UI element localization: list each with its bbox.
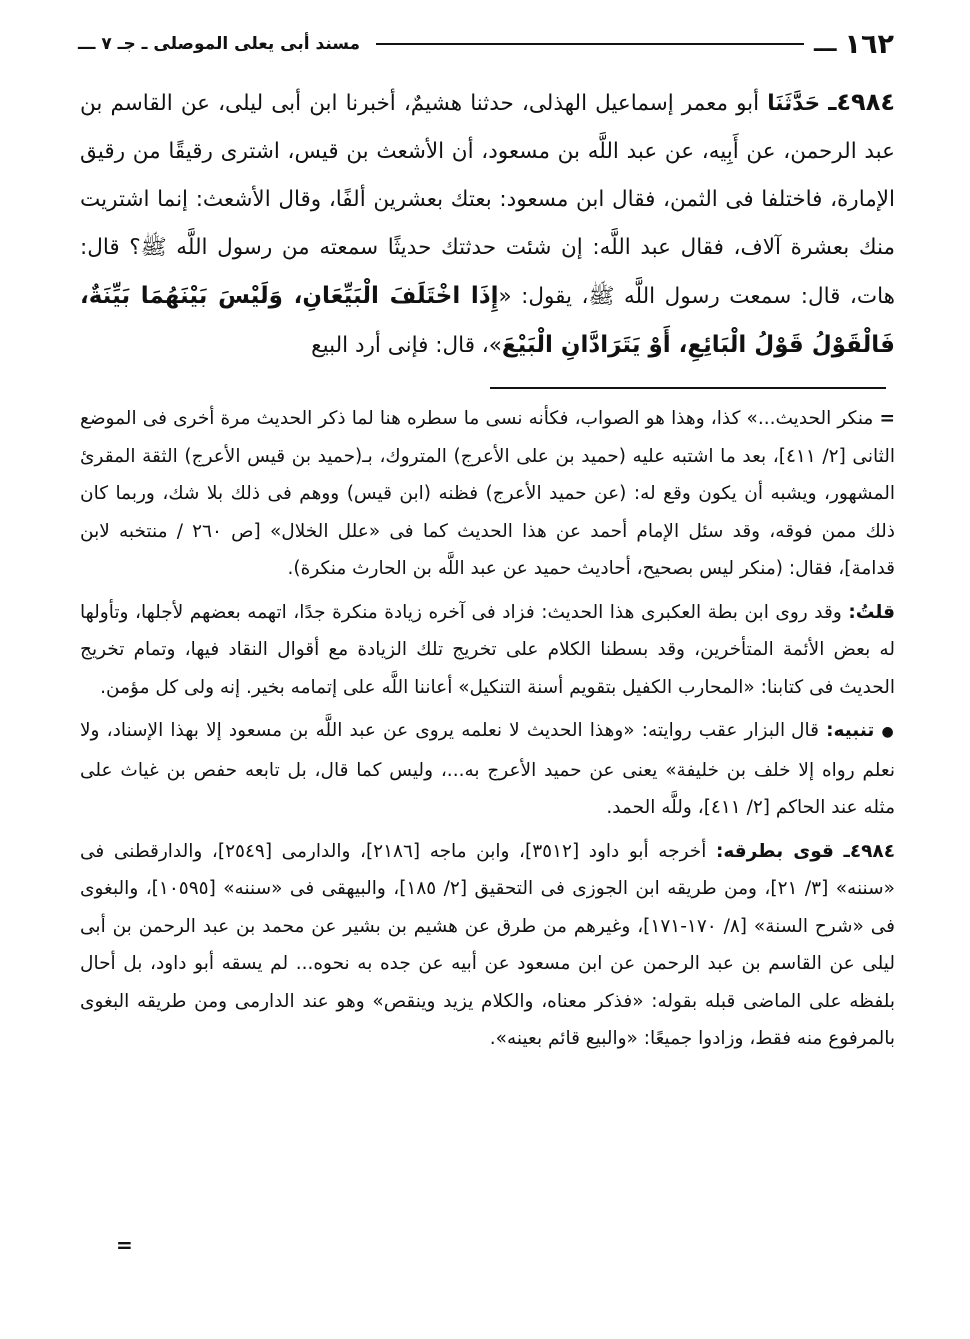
takhrij-number: ٤٩٨٤ـ xyxy=(843,840,895,862)
closing-text: »، قال: فإنى أرد البيع xyxy=(311,333,502,358)
footnote-2 xyxy=(80,594,895,707)
footnote-4-text: أخرجه أبو داود [٣٥١٢]، وابن ماجه [٢١٨٦]، والدارمى [٢٥٤٩]، والدارقطنى فى «سننه» [٣/ ٢١]، ومن طريقه ابن الجوزى فى التحقيق [٢/ ١٨٥]، والبيهقى فى «سننه» [١٠٥٩٥]، والبغوى فى «شرح السنة» [٨/ ١٧٠-١٧١]، وغيرهم من طرق عن هشيم بن بشير عن محمد بن عبد الرحمن بن أبى ليلى عن القاسم بن عبد الرحمن عن ابن مسعود عن أبيه عن جده به نحوه... لم يسقه أبو داود، بل أحال بلفظه على الماضى قبله بقوله: «فذكر معناه، والكلام يزيد وينقص» وهو عند الدارمى ومن طريقه البغوى بالمرفوع منه فقط، وزادوا جميعًا: «والبيع قائم بعينه». xyxy=(80,840,895,1049)
haddathana-word: حَدَّثَنَا xyxy=(767,91,821,116)
page-header xyxy=(78,24,894,64)
isnad-text: أبو معمر إسماعيل الهذلى، حدثنا هشيمٌ، أخبرنا ابن أبى ليلى، عن القاسم بن عبد الرحمن، عن أَبِيه، عن عبد اللَّه بن مسعود، أن الأشعث بن قيس، اشترى رقيقًا من رقيق الإمارة، فاختلفا فى الثمن، فقال ابن مسعود: بعتك بعشرين ألفًا، وقال الأشعث: إنما اشتريت منك بعشرة آلاف، فقال عبد اللَّه: إن شئت حدثتك حديثًا سمعته من رسول اللَّه ﷺ؟ قال: هات، قال: سمعت رسول اللَّه ﷺ، يقول: « xyxy=(80,91,895,309)
footnote-1-text: منكر الحديث...» كذا، وهذا هو الصواب، فكأنه نسى ما سطره هنا لما ذكر الحديث مرة أخرى فى الموضع الثانى [٢/ ٤١١]، بعد ما اشتبه عليه (حميد بن على الأعرج) المتروك، بـ(حميد بن قيس الأعرج) الثقة المقرئ المشهور، ويشبه أن يكون وقع له: (عن حميد الأعرج) فظنه (ابن قيس) ووهم فى ذلك بلا شك، وربما كان ذلك ممن فوقه، وقد سئل الإمام أحمد عن هذا الحديث كما فى «علل الخلال» [ص ٢٦٠ / منتخبه لابن قدامة]، فقال: (منكر ليس بصحيح، أحاديث حميد عن عبد اللَّه بن الحارث منكرة). xyxy=(80,408,895,579)
qultu-label: قلتُ: xyxy=(848,601,895,623)
footnotes xyxy=(80,400,895,1058)
hadith-number: ٤٩٨٤ـ xyxy=(828,88,895,116)
hadith-paragraph xyxy=(80,78,895,370)
header-rule xyxy=(376,43,804,45)
main-text xyxy=(80,78,895,370)
footnote-1 xyxy=(80,400,895,588)
continuation-mark: = xyxy=(879,408,895,429)
takhrij-label: قوى بطرقه: xyxy=(715,840,834,862)
end-continuation-mark: = xyxy=(116,1233,133,1257)
running-title: مسند أبى يعلى الموصلى ـ جـ ٧ ـــ xyxy=(78,34,361,54)
footnote-4 xyxy=(80,833,895,1058)
footnote-2-text: وقد روى ابن بطة العكبرى هذا الحديث: فزاد فى آخره زيادة منكرة جدًا، اتهمه بعضهم لأجلها، وتأولها له بعض الأئمة المتأخرين، وقد بسطنا الكلام على تخريج تلك الزيادة مع أقوال النقاد فيها، وتمام تخريج الحديث فى كتابنا: «المحارب الكفيل بتقويم أسنة التنكيل» أعاننا اللَّه على إتمامه بخير. إنه ولى كل مؤمن. xyxy=(80,601,895,698)
tanbih-label: تنبيه: xyxy=(826,720,875,741)
bullet-icon: ● xyxy=(881,724,895,740)
footnote-3-text: قال البزار عقب روايته: «وهذا الحديث لا نعلمه يروى عن عبد اللَّه بن مسعود إلا بهذا الإسناد، ولا نعلم رواه إلا خلف بن خليفة» يعنى عن حميد الأعرج به...، وليس كما قال، بل تابعه حفص بن غياث على مثله عند الحاكم [٢/ ٤١١]، وللَّه الحمد. xyxy=(80,720,895,818)
hadith-matn: إِذَا اخْتَلَفَ الْبَيِّعَانِ، وَلَيْسَ بَيْنَهُمَا بَيِّنَةٌ، فَالْقَوْلُ قَوْلُ الْبَائِعِ، أَوْ يَتَرَادَّانِ الْبَيْعَ xyxy=(80,283,895,358)
footnote-separator xyxy=(490,387,886,389)
header-dash: ـــ xyxy=(813,31,837,57)
page-number: ١٦٢ xyxy=(844,28,894,60)
footnote-3 xyxy=(80,712,895,827)
